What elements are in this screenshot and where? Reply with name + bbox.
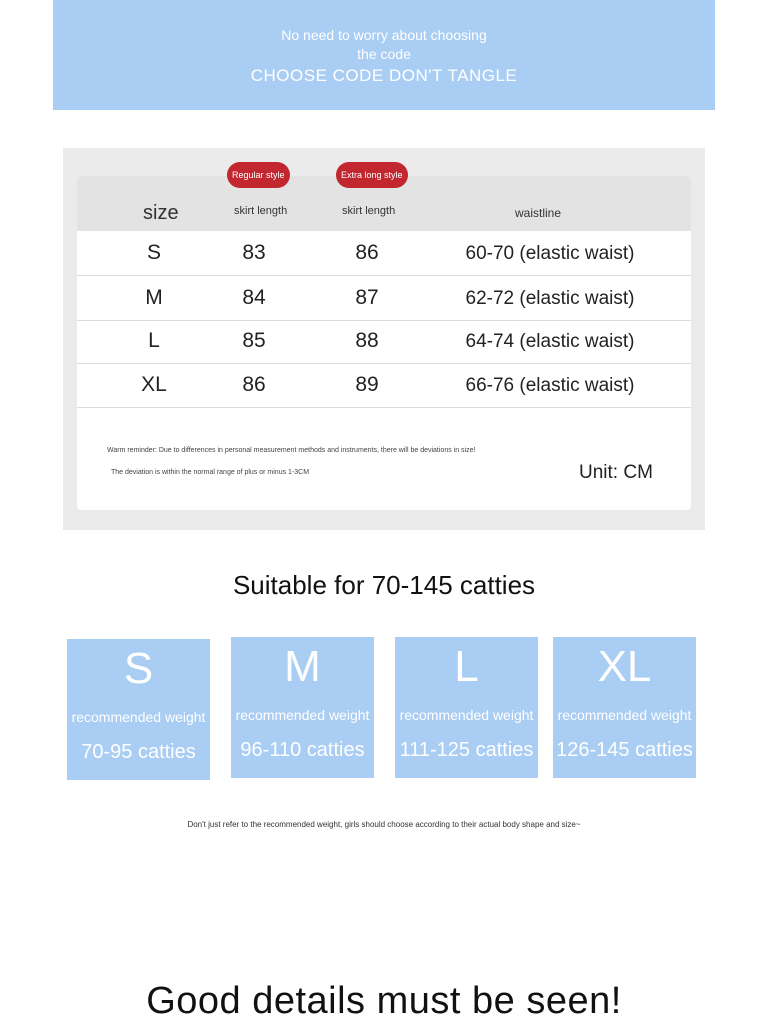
table-row bbox=[77, 319, 691, 364]
cell-regular-length: 84 bbox=[242, 286, 266, 309]
card-label: recommended weight bbox=[557, 707, 692, 723]
warm-reminder-note: Warm reminder: Due to differences in personal measurement methods and instruments, there will be deviations in size! bbox=[107, 447, 476, 454]
size-card-s bbox=[67, 639, 210, 780]
regular-style-badge: Regular style bbox=[227, 162, 290, 188]
banner-title: CHOOSE CODE DON'T TANGLE bbox=[250, 66, 518, 85]
header-waistline: waistline bbox=[515, 206, 562, 220]
cell-size: S bbox=[146, 241, 161, 264]
cell-waistline: 64-74 (elastic waist) bbox=[465, 331, 635, 352]
cell-long-length: 86 bbox=[355, 241, 379, 264]
weight-range-title: Suitable for 70-145 catties bbox=[232, 570, 536, 600]
size-chart-panel bbox=[63, 148, 705, 530]
size-chart-card bbox=[77, 176, 691, 510]
unit-label: Unit: CM bbox=[579, 462, 653, 483]
size-card-m bbox=[231, 637, 374, 778]
cell-size: L bbox=[148, 329, 160, 352]
card-size-letter: XL bbox=[597, 642, 652, 691]
banner-subtitle-line2: the code bbox=[357, 46, 411, 62]
card-label: recommended weight bbox=[71, 709, 206, 725]
cell-regular-length: 83 bbox=[242, 241, 266, 264]
deviation-note: The deviation is within the normal range of plus or minus 1-3CM bbox=[111, 469, 310, 476]
cell-waistline: 62-72 (elastic waist) bbox=[465, 288, 635, 309]
cell-long-length: 88 bbox=[355, 329, 379, 352]
size-card-l bbox=[395, 637, 538, 778]
card-size-letter: S bbox=[123, 644, 154, 693]
top-banner bbox=[53, 0, 715, 110]
weight-advice-note: Don't just refer to the recommended weight, girls should choose according to their actual body shape and size~ bbox=[187, 820, 581, 829]
cell-regular-length: 86 bbox=[242, 373, 266, 396]
table-row bbox=[77, 363, 691, 408]
cell-waistline: 66-76 (elastic waist) bbox=[465, 375, 635, 396]
card-weight-range: 111-125 catties bbox=[399, 739, 534, 761]
cell-long-length: 87 bbox=[355, 286, 379, 309]
card-size-letter: M bbox=[284, 642, 321, 691]
table-row bbox=[77, 231, 691, 276]
header-size: size bbox=[143, 202, 179, 224]
card-weight-range: 126-145 catties bbox=[556, 739, 693, 761]
cell-long-length: 89 bbox=[355, 373, 379, 396]
card-size-letter: L bbox=[454, 642, 479, 691]
size-card-xl bbox=[553, 637, 696, 778]
extra-long-style-badge: Extra long style bbox=[336, 162, 408, 188]
card-label: recommended weight bbox=[235, 707, 370, 723]
table-row bbox=[77, 276, 691, 321]
card-weight-range: 70-95 catties bbox=[81, 741, 196, 763]
cell-size: XL bbox=[141, 373, 167, 396]
banner-subtitle-line1: No need to worry about choosing bbox=[281, 27, 487, 43]
header-skirt-length-long: skirt length bbox=[342, 205, 396, 217]
details-heading: Good details must be seen! bbox=[146, 980, 622, 1022]
cell-regular-length: 85 bbox=[242, 329, 266, 352]
banner-subtitle bbox=[53, 26, 715, 64]
cell-size: M bbox=[145, 286, 163, 309]
header-skirt-length-regular: skirt length bbox=[234, 205, 288, 217]
cell-waistline: 60-70 (elastic waist) bbox=[465, 243, 635, 264]
card-label: recommended weight bbox=[399, 707, 534, 723]
card-weight-range: 96-110 catties bbox=[240, 739, 365, 761]
